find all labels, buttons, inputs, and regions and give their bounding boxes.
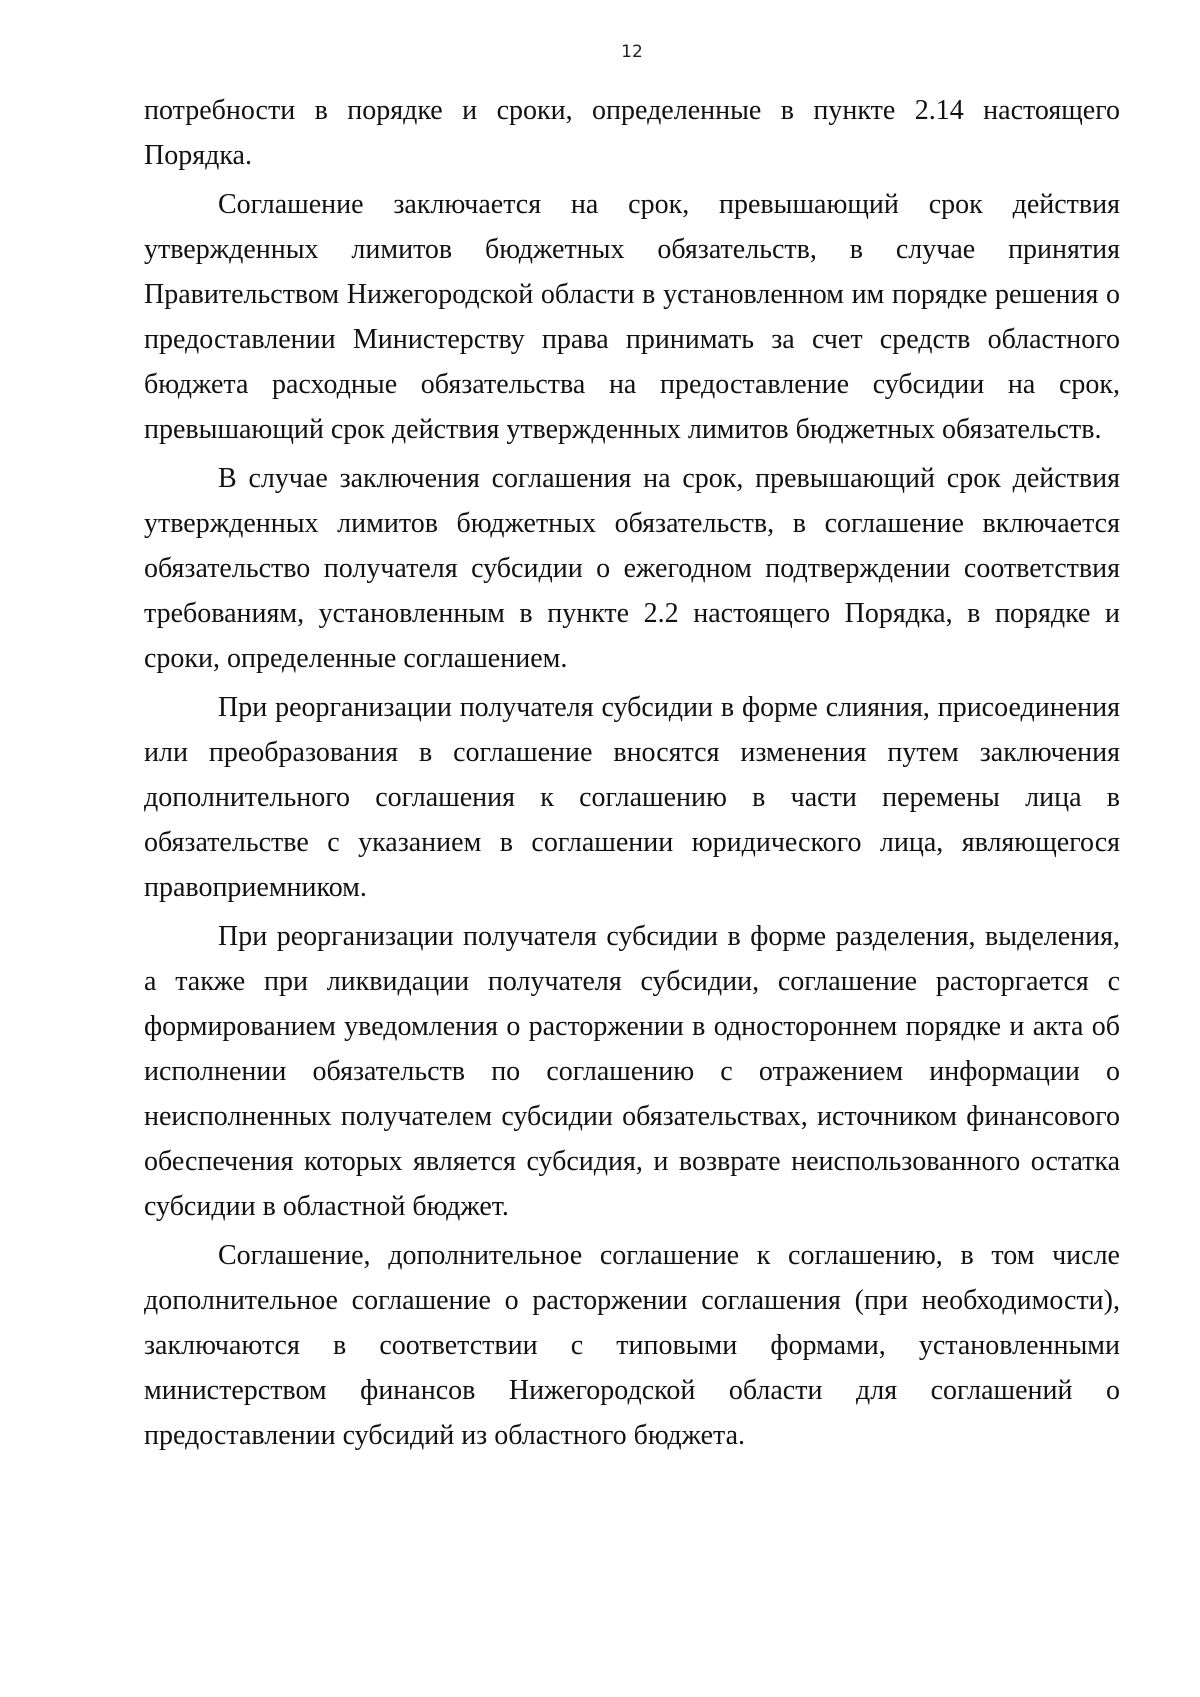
paragraph-reorganization-division: При реорганизации получателя субсидии в форме разделения, выделения, а также при ликвидации получателя субсидии, соглашение расторгается с формированием уведомления о расторжении в одностороннем порядке и акта об исполнении обязательств по соглашению с отражением информации о неисполненных получателем субсидии обязательствах, источником финансового обеспечения которых является субсидия, и возврате неиспользованного остатка субсидии в областной бюджет. (144, 921, 1120, 1222)
page-number: 12 (621, 42, 643, 62)
paragraph-standard-forms: Соглашение, дополнительное соглашение к соглашению, в том числе дополнительное соглашение о расторжении соглашения (при необходимости), заключаются в соответствии с типовыми формами, установленными министерством финансов Нижегородской области для соглашений о предоставлении субсидий из областного бюджета. (144, 1240, 1120, 1451)
paragraph-agreement-term: Соглашение заключается на срок, превышающий срок действия утвержденных лимитов бюджетных обязательств, в случае принятия Правительством Нижегородской области в установленном им порядке решения о предоставлении Министерству права принимать за счет средств областного бюджета расходные обязательства на предоставление субсидии на срок, превышающий срок действия утвержденных лимитов бюджетных обязательств. (144, 189, 1120, 445)
paragraph-annual-confirmation: В случае заключения соглашения на срок, превышающий срок действия утвержденных лимитов бюджетных обязательств, в соглашение включается обязательство получателя субсидии о ежегодном подтверждении соответствия требованиям, установленным в пункте 2.2 настоящего Порядка, в порядке и сроки, определенные соглашением. (144, 463, 1120, 674)
document-body (144, 88, 1120, 1462)
paragraph-reorganization-merger: При реорганизации получателя субсидии в форме слияния, присоединения или преобразования в соглашение вносятся изменения путем заключения дополнительного соглашения к соглашению в части перемены лица в обязательстве с указанием в соглашении юридического лица, являющегося правоприемником. (144, 692, 1120, 903)
paragraph-continuation: потребности в порядке и сроки, определенные в пункте 2.14 настоящего Порядка. (144, 95, 1120, 171)
